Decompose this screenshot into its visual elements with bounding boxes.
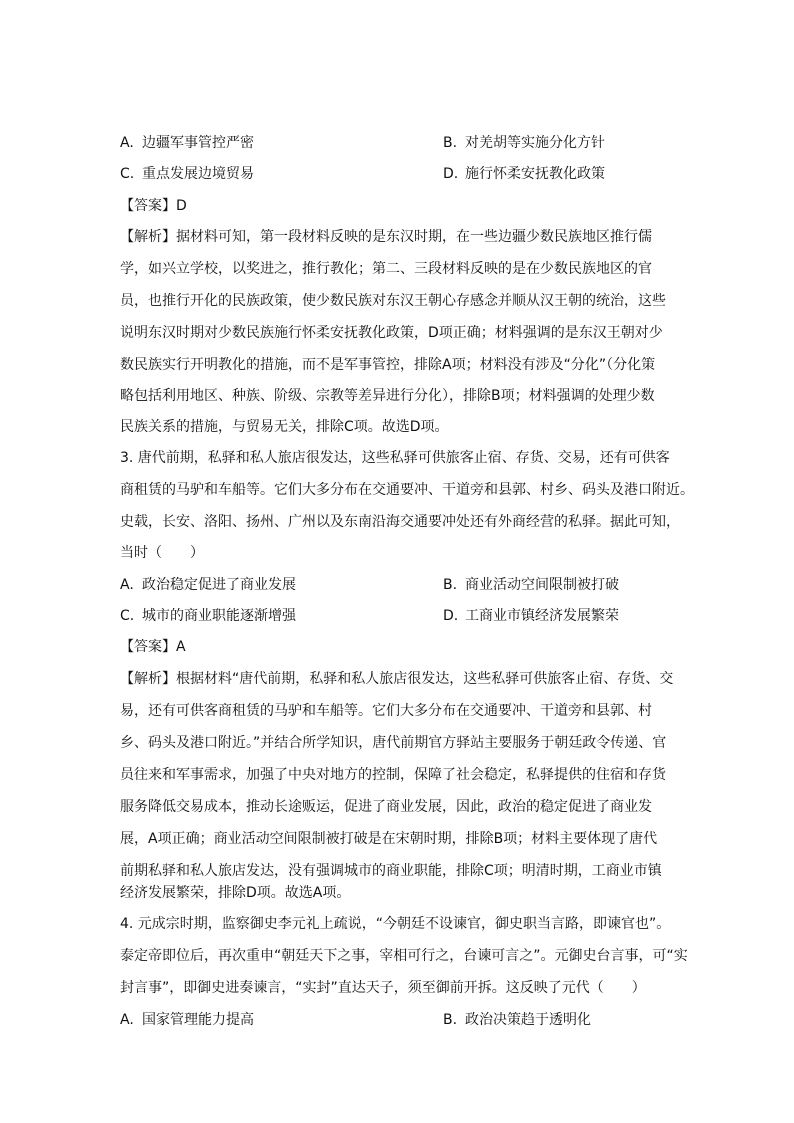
q3-analysis-line: 前期私驿和私人旅店发达，没有强调城市的商业职能，排除C项；明清时期，工商业市镇 xyxy=(120,863,662,879)
q2-analysis-line: 略包括利用地区、种族、阶级、宗教等差异进行分化），排除B项；材料强调的处理少数 xyxy=(120,388,655,404)
q2-analysis-line: 说明东汉时期对少数民族施行怀柔安抚教化政策，D项正确；材料强调的是东汉王朝对少 xyxy=(120,325,663,341)
q2-analysis-line: 学，如兴立学校，以奖进之，推行教化；第二、三段材料反映的是在少数民族地区的官 xyxy=(120,261,652,277)
q3-analysis-line: 【解析】根据材料“唐代前期，私驿和私人旅店很发达，这些私驿可供旅客止宿、存货、交 xyxy=(120,671,674,687)
option-text: 商业活动空间限制被打破 xyxy=(465,577,619,593)
q2-analysis-line: 数民族实行开明教化的措施，而不是军事管控，排除A项；材料没有涉及“分化”（分化策 xyxy=(120,357,656,373)
q3-analysis-line: 员往来和军事需求，加强了中央对地方的控制，保障了社会稳定，私驿提供的住宿和存货 xyxy=(120,767,666,783)
option-letter: A. xyxy=(120,577,134,593)
q2-option-c[interactable] xyxy=(120,164,254,184)
q3-analysis-line: 乡、码头及港口附近。”并结合所学知识，唐代前期官方驿站主要服务于朝廷政令传递、官 xyxy=(120,735,667,751)
option-letter: B. xyxy=(443,1012,458,1028)
q2-answer: 【答案】D xyxy=(120,198,187,214)
option-text: 重点发展边境贸易 xyxy=(142,166,254,182)
option-letter: B. xyxy=(443,135,458,151)
q3-analysis-line: 展，A项正确；商业活动空间限制被打破是在宋朝时期，排除B项；材料主要体现了唐代 xyxy=(120,831,658,847)
option-text: 对羌胡等实施分化方针 xyxy=(465,135,605,151)
q3-option-b[interactable] xyxy=(443,575,619,595)
q3-answer: 【答案】A xyxy=(120,639,186,655)
q4-option-a[interactable] xyxy=(120,1010,254,1030)
option-text: 施行怀柔安抚教化政策 xyxy=(465,166,605,182)
option-letter: A. xyxy=(120,135,134,151)
option-text: 政治稳定促进了商业发展 xyxy=(142,577,296,593)
option-letter: D. xyxy=(443,608,459,624)
option-text: 城市的商业职能逐渐增强 xyxy=(142,608,296,624)
option-text: 政治决策趋于透明化 xyxy=(465,1012,591,1028)
option-letter: C. xyxy=(120,166,135,182)
q3-analysis-line: 服务降低交易成本，推动长途贩运，促进了商业发展，因此，政治的稳定促进了商业发 xyxy=(120,799,652,815)
q2-option-a[interactable] xyxy=(120,133,254,153)
q3-option-d[interactable] xyxy=(443,606,619,626)
q2-option-b[interactable] xyxy=(443,133,605,153)
q2-analysis-line: 【解析】据材料可知，第一段材料反映的是东汉时期，在一些边疆少数民族地区推行儒 xyxy=(120,229,652,245)
q3-stem-line: 当时（ ） xyxy=(120,545,204,561)
option-letter: B. xyxy=(443,577,458,593)
q4-stem-line: 4. 元成宗时期，监察御史李元礼上疏说，“今朝廷不设谏官，御史职当言路，即谏官也”。 xyxy=(120,916,671,932)
option-letter: D. xyxy=(443,166,459,182)
option-text: 工商业市镇经济发展繁荣 xyxy=(465,608,619,624)
q3-stem-line: 商租赁的马驴和车船等。它们大多分布在交通要冲、干道旁和县郭、村乡、码头及港口附近。 xyxy=(120,482,694,498)
option-text: 边疆军事管控严密 xyxy=(142,135,254,151)
q2-option-d[interactable] xyxy=(443,164,605,184)
q4-option-b[interactable] xyxy=(443,1010,591,1030)
q4-stem-line: 泰定帝即位后，再次重申“朝廷天下之事，宰相可行之，台谏可言之”。元御史台言事，可“实 xyxy=(120,948,688,964)
q3-stem-line: 3. 唐代前期，私驿和私人旅店很发达，这些私驿可供旅客止宿、存货、交易，还有可供客 xyxy=(120,450,670,466)
q3-option-c[interactable] xyxy=(120,606,296,626)
option-letter: C. xyxy=(120,608,135,624)
option-text: 国家管理能力提高 xyxy=(142,1012,254,1028)
q3-stem-line: 史载，长安、洛阳、扬州、广州以及东南沿海交通要冲处还有外商经营的私驿。据此可知， xyxy=(120,514,680,530)
q3-analysis-line: 易，还有可供客商租赁的马驴和车船等。它们大多分布在交通要冲、干道旁和县郭、村 xyxy=(120,703,652,719)
q3-option-a[interactable] xyxy=(120,575,296,595)
q3-analysis-line: 经济发展繁荣，排除D项。故选A项。 xyxy=(120,885,351,901)
q2-analysis-line: 员，也推行开化的民族政策，使少数民族对东汉王朝心存感念并顺从汉王朝的统治，这些 xyxy=(120,293,666,309)
q4-stem-line: 封言事”，即御史进奏谏言，“实封”直达天子，须至御前开拆。这反映了元代（ ） xyxy=(120,980,646,996)
q2-analysis-line: 民族关系的措施，与贸易无关，排除C项。故选D项。 xyxy=(120,419,449,435)
option-letter: A. xyxy=(120,1012,134,1028)
